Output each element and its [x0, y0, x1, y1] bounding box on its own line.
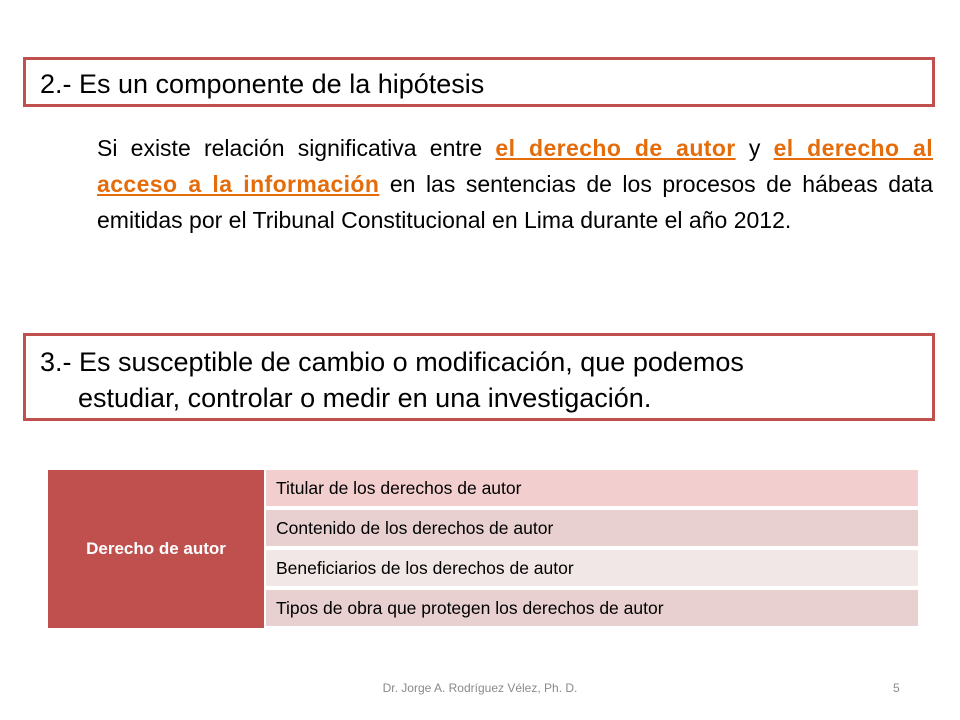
highlight-derecho-acceso: el derecho al acceso a la información: [97, 135, 934, 197]
hypothesis-paragraph: [97, 130, 933, 238]
table-row: Titular de los derechos de autor: [266, 470, 918, 508]
heading-box-3: [23, 333, 935, 421]
heading-1: 2.- Es un componente de la hipótesis: [40, 69, 485, 99]
paragraph-text-2: y: [735, 135, 774, 161]
table-row: Beneficiarios de los derechos de autor: [266, 550, 918, 588]
table-main-cell: Derecho de autor: [48, 470, 264, 628]
heading-3-line-2: estudiar, controlar o medir en una investigación.: [78, 383, 652, 413]
paragraph-text-3: en las sentencias de los procesos de hábeas data emitidas por el Tribunal Constitucional en Lima durante el año 2012.: [97, 171, 933, 233]
heading-3-line-1: 3.- Es susceptible de cambio o modificación, que podemos: [40, 347, 744, 377]
highlight-derecho-autor: el derecho de autor: [495, 135, 736, 161]
page-number: 5: [893, 681, 900, 695]
table-row: Tipos de obra que protegen los derechos de autor: [266, 590, 918, 628]
paragraph-text-1: Si existe relación significativa entre: [97, 135, 496, 161]
dimensions-table: [48, 470, 918, 628]
heading-3: [40, 344, 918, 416]
table-row: Contenido de los derechos de autor: [266, 510, 918, 548]
heading-box-1: [23, 57, 935, 107]
footer-author: Dr. Jorge A. Rodríguez Vélez, Ph. D.: [382, 681, 578, 695]
